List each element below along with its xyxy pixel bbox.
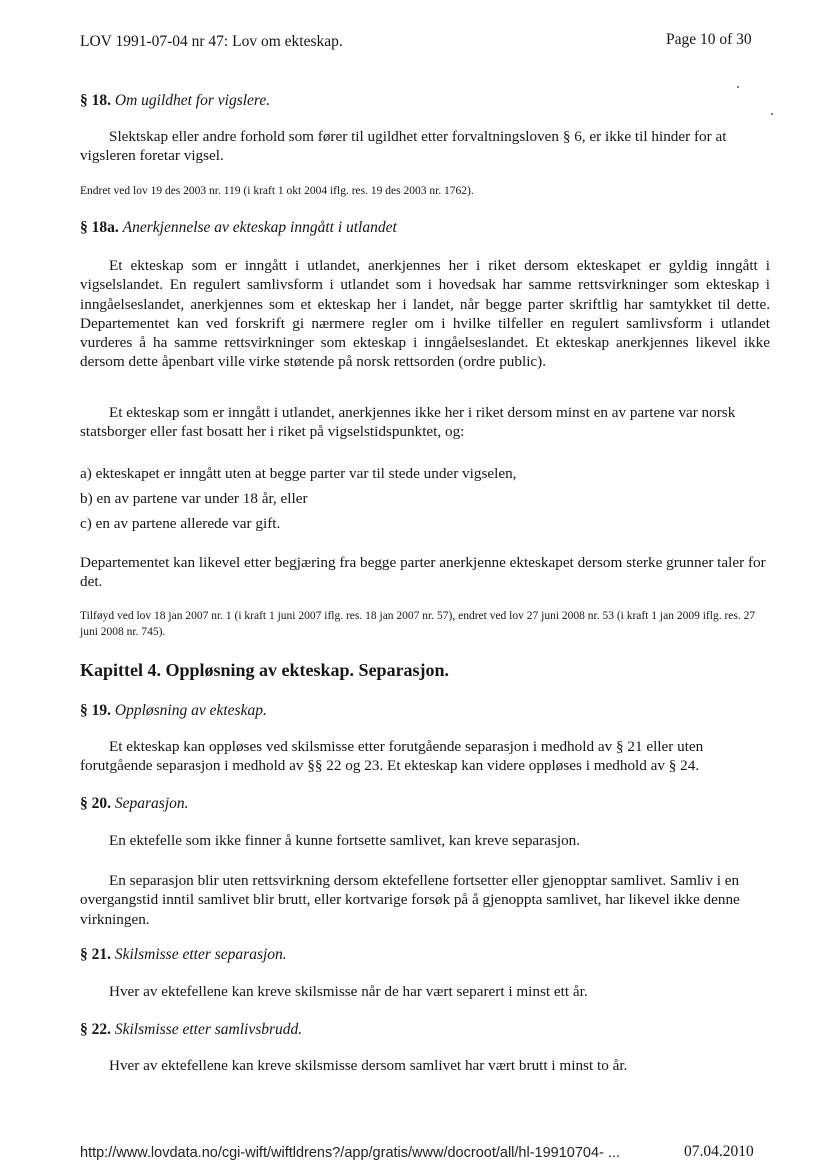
scan-speck (771, 113, 773, 115)
section-heading-20 (80, 795, 189, 813)
section-22-body: Hver av ektefellene kan kreve skilsmisse dersom samlivet har vært brutt i minst to år. (109, 1057, 628, 1074)
section-number: § 21. (80, 946, 111, 963)
footer-date: 07.04.2010 (684, 1143, 754, 1160)
section-18a-amendment-note: Tilføyd ved lov 18 jan 2007 nr. 1 (i kraft 1 juni 2007 iflg. res. 18 jan 2007 nr. 57), endret ved lov 27 juni 2008 nr. 53 (i kraft 1 jan 2009 iflg. res. 27 juni 2008 nr. 745). (80, 610, 756, 638)
section-title: Om ugildhet for vigslere. (114, 92, 271, 109)
scan-speck (737, 86, 739, 88)
section-number: § 18. (80, 92, 111, 109)
section-18-body: Slektskap eller andre forhold som fører til ugildhet etter forvaltningsloven § 6, er ikke til hinder for at vigsleren foretar vigsel. (80, 128, 727, 165)
list-item: a) ekteskapet er inngått uten at begge parter var til stede under vigselen, (80, 465, 517, 482)
section-heading-21 (80, 946, 287, 964)
section-title: Anerkjennelse av ekteskap inngått i utlandet (122, 219, 397, 236)
section-number: § 18a. (80, 219, 119, 236)
document-title: LOV 1991-07-04 nr 47: Lov om ekteskap. (80, 33, 343, 50)
footer-url: http://www.lovdata.no/cgi-wift/wiftldrens?/app/gratis/www/docroot/all/hl-19910704- ... (80, 1145, 620, 1161)
section-title: Separasjon. (114, 795, 189, 812)
section-title: Skilsmisse etter samlivsbrudd. (114, 1021, 303, 1038)
chapter-heading: Kapittel 4. Oppløsning av ekteskap. Separasjon. (80, 660, 450, 680)
section-heading-18 (80, 92, 270, 110)
section-number: § 22. (80, 1021, 111, 1038)
section-heading-19 (80, 702, 267, 720)
section-18a-paragraph-3: Departementet kan likevel etter begjæring fra begge parter anerkjenne ekteskapet dersom sterke grunner taler for det. (80, 554, 766, 591)
section-title: Skilsmisse etter separasjon. (114, 946, 287, 963)
section-20-paragraph-1: En ektefelle som ikke finner å kunne fortsette samlivet, kan kreve separasjon. (109, 832, 581, 849)
section-heading-22 (80, 1021, 302, 1039)
section-18a-paragraph-1: Et ekteskap som er inngått i utlandet, anerkjennes her i riket dersom ekteskapet er gyldig inngått i vigselslandet. En regulert samlivsform i utlandet som i hovedsak har samme rettsvirkninger som ekteskap i inngåelseslandet, anerkjennes som et ekteskap her i landet, når begge parter skriftlig har samtykket til dette. Departementet kan ved forskrift gi nærmere regler om i hvilke tilfeller en regulert samlivsform i utlandet vurderes å ha samme rettsvirkninger som ekteskap i inngåelseslandet. Et ekteskap anerkjennes likevel ikke dersom dette åpenbart ville virke støtende på norsk rettsorden (ordre public). (80, 257, 770, 371)
section-18-amendment-note: Endret ved lov 19 des 2003 nr. 119 (i kraft 1 okt 2004 iflg. res. 19 des 2003 nr. 1762). (80, 185, 474, 197)
section-21-body: Hver av ektefellene kan kreve skilsmisse når de har vært separert i minst ett år. (109, 983, 588, 1000)
section-18a-paragraph-2: Et ekteskap som er inngått i utlandet, anerkjennes ikke her i riket dersom minst en av partene var norsk statsborger eller fast bosatt her i riket på vigselstidspunktet, og: (80, 404, 736, 441)
list-item: b) en av partene var under 18 år, eller (80, 490, 308, 507)
section-heading-18a (80, 219, 397, 237)
page-number: Page 10 of 30 (666, 31, 752, 48)
section-20-paragraph-2: En separasjon blir uten rettsvirkning dersom ektefellene fortsetter eller gjenopptar samlivet. Samliv i en overgangstid inntil samlivet blir brutt, eller kortvarige forsøk på å gjenoppta samlivet, har likevel ikke denne virkningen. (80, 872, 740, 928)
section-number: § 20. (80, 795, 111, 812)
list-item: c) en av partene allerede var gift. (80, 515, 281, 532)
section-19-body: Et ekteskap kan oppløses ved skilsmisse etter forutgående separasjon i medhold av § 21 eller uten forutgående separasjon i medhold av §§ 22 og 23. Et ekteskap kan videre oppløses i medhold av § 24. (80, 738, 704, 775)
section-number: § 19. (80, 702, 111, 719)
section-title: Oppløsning av ekteskap. (114, 702, 267, 719)
